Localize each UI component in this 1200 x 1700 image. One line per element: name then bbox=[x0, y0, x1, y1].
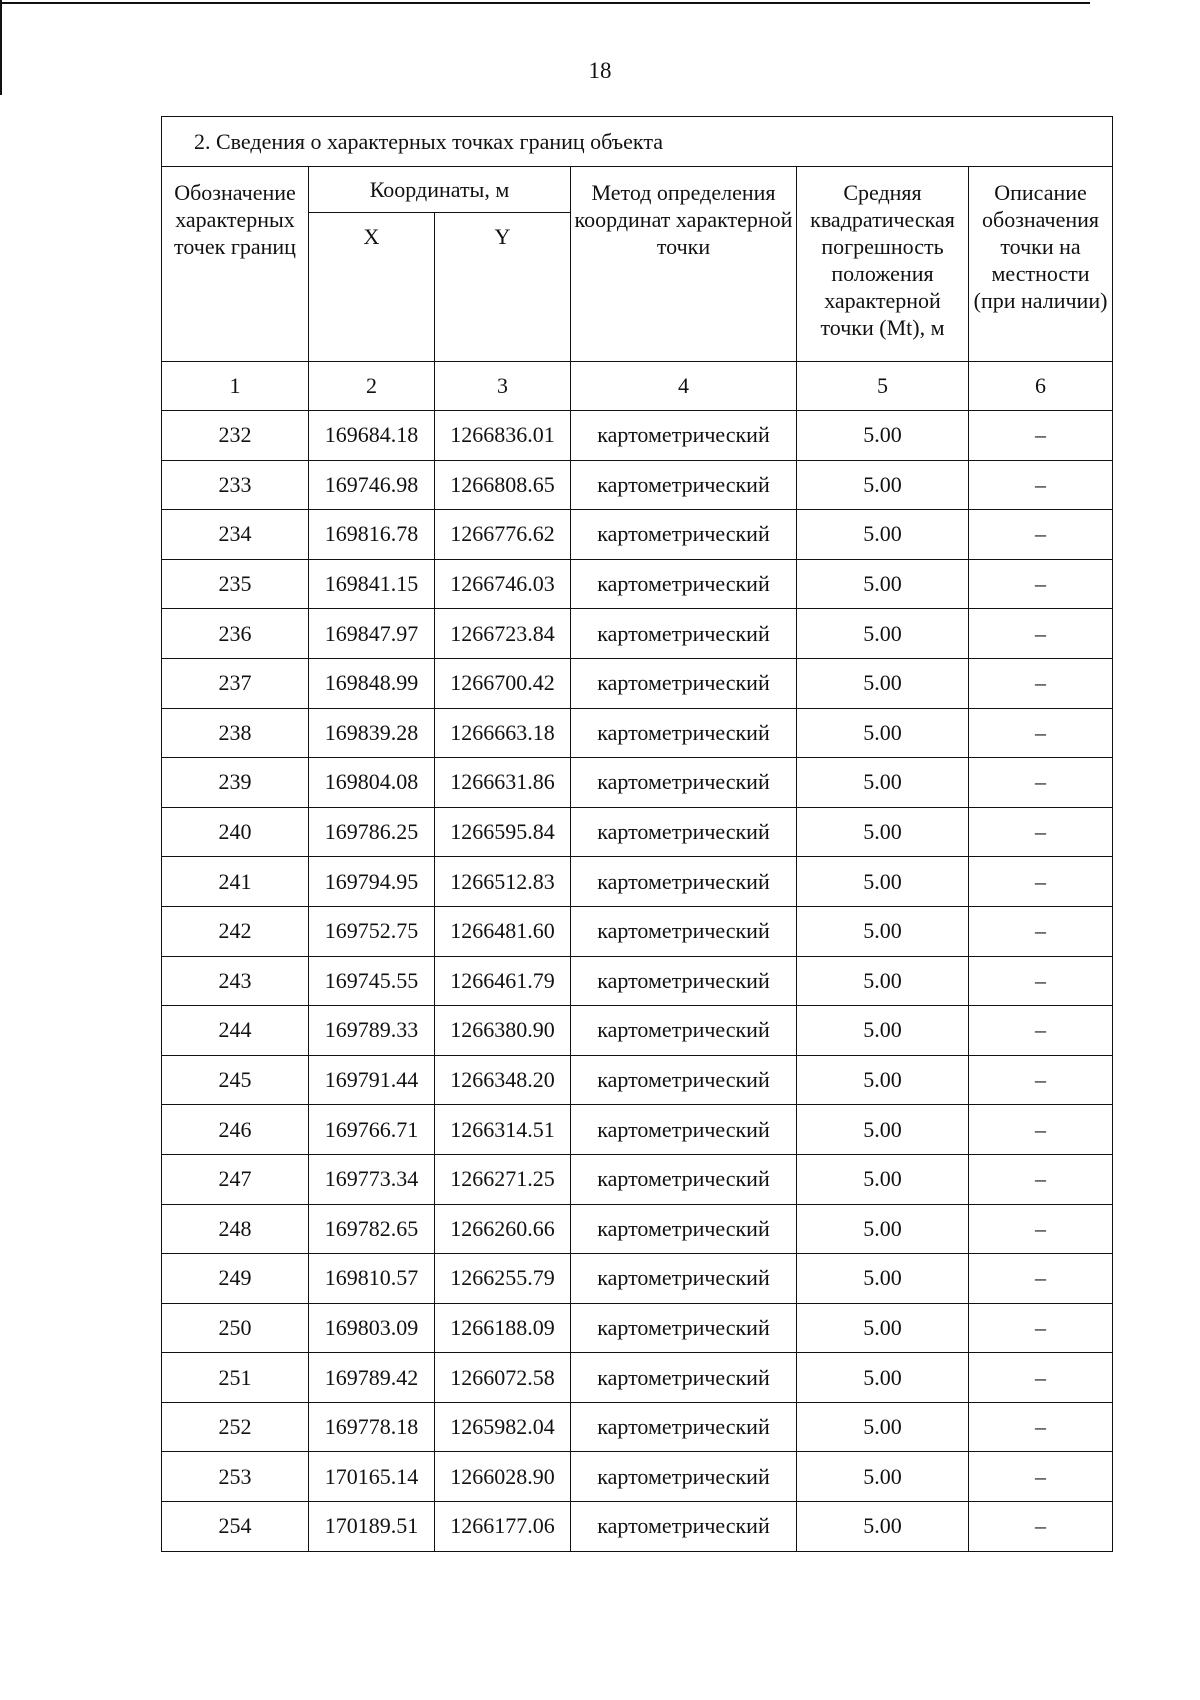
y-coordinate-cell: 1266380.90 bbox=[435, 1006, 571, 1056]
y-coordinate-cell: 1266028.90 bbox=[435, 1452, 571, 1502]
table-row bbox=[162, 1204, 1113, 1254]
description-cell: – bbox=[969, 411, 1113, 461]
point-number-cell: 232 bbox=[162, 411, 309, 461]
top-border-line bbox=[0, 2, 1090, 4]
table-row bbox=[162, 411, 1113, 461]
description-cell: – bbox=[969, 1502, 1113, 1552]
table-row bbox=[162, 1303, 1113, 1353]
x-coordinate-cell: 169773.34 bbox=[309, 1154, 435, 1204]
y-coordinate-cell: 1266177.06 bbox=[435, 1502, 571, 1552]
y-coordinate-cell: 1266348.20 bbox=[435, 1055, 571, 1105]
column-number: 3 bbox=[435, 362, 571, 411]
column-number: 5 bbox=[797, 362, 969, 411]
point-number-cell: 246 bbox=[162, 1105, 309, 1155]
section-title: 2. Сведения о характерных точках границ объекта bbox=[162, 117, 1113, 167]
description-cell: – bbox=[969, 658, 1113, 708]
x-coordinate-cell: 169803.09 bbox=[309, 1303, 435, 1353]
description-cell: – bbox=[969, 1154, 1113, 1204]
table-row bbox=[162, 460, 1113, 510]
y-coordinate-cell: 1266512.83 bbox=[435, 857, 571, 907]
method-cell: картометрический bbox=[571, 559, 797, 609]
description-cell: – bbox=[969, 857, 1113, 907]
error-cell: 5.00 bbox=[797, 708, 969, 758]
method-cell: картометрический bbox=[571, 1055, 797, 1105]
x-coordinate-cell: 169782.65 bbox=[309, 1204, 435, 1254]
boundary-points-table bbox=[161, 116, 1113, 1552]
x-coordinate-cell: 169778.18 bbox=[309, 1402, 435, 1452]
header-designation: Обозначение характерных точек границ bbox=[162, 167, 309, 362]
description-cell: – bbox=[969, 956, 1113, 1006]
table-row bbox=[162, 609, 1113, 659]
y-coordinate-cell: 1266260.66 bbox=[435, 1204, 571, 1254]
table-row bbox=[162, 1006, 1113, 1056]
x-coordinate-cell: 170165.14 bbox=[309, 1452, 435, 1502]
x-coordinate-cell: 169839.28 bbox=[309, 708, 435, 758]
y-coordinate-cell: 1266746.03 bbox=[435, 559, 571, 609]
description-cell: – bbox=[969, 460, 1113, 510]
error-cell: 5.00 bbox=[797, 609, 969, 659]
error-cell: 5.00 bbox=[797, 758, 969, 808]
point-number-cell: 243 bbox=[162, 956, 309, 1006]
y-coordinate-cell: 1266631.86 bbox=[435, 758, 571, 808]
description-cell: – bbox=[969, 906, 1113, 956]
method-cell: картометрический bbox=[571, 906, 797, 956]
y-coordinate-cell: 1266808.65 bbox=[435, 460, 571, 510]
table-row bbox=[162, 956, 1113, 1006]
section-title-row bbox=[162, 117, 1113, 167]
y-coordinate-cell: 1266255.79 bbox=[435, 1254, 571, 1304]
method-cell: картометрический bbox=[571, 857, 797, 907]
error-cell: 5.00 bbox=[797, 956, 969, 1006]
error-cell: 5.00 bbox=[797, 658, 969, 708]
header-row-top bbox=[162, 167, 1113, 213]
table-body bbox=[162, 117, 1113, 1552]
description-cell: – bbox=[969, 609, 1113, 659]
column-numbers-row bbox=[162, 362, 1113, 411]
error-cell: 5.00 bbox=[797, 1105, 969, 1155]
y-coordinate-cell: 1266595.84 bbox=[435, 807, 571, 857]
y-coordinate-cell: 1266776.62 bbox=[435, 510, 571, 560]
description-cell: – bbox=[969, 510, 1113, 560]
table-row bbox=[162, 1353, 1113, 1403]
y-coordinate-cell: 1266836.01 bbox=[435, 411, 571, 461]
point-number-cell: 244 bbox=[162, 1006, 309, 1056]
x-coordinate-cell: 169848.99 bbox=[309, 658, 435, 708]
point-number-cell: 242 bbox=[162, 906, 309, 956]
error-cell: 5.00 bbox=[797, 1254, 969, 1304]
description-cell: – bbox=[969, 1105, 1113, 1155]
error-cell: 5.00 bbox=[797, 1452, 969, 1502]
point-number-cell: 233 bbox=[162, 460, 309, 510]
y-coordinate-cell: 1266481.60 bbox=[435, 906, 571, 956]
y-coordinate-cell: 1266271.25 bbox=[435, 1154, 571, 1204]
point-number-cell: 238 bbox=[162, 708, 309, 758]
point-number-cell: 240 bbox=[162, 807, 309, 857]
table-row bbox=[162, 857, 1113, 907]
point-number-cell: 234 bbox=[162, 510, 309, 560]
method-cell: картометрический bbox=[571, 1353, 797, 1403]
error-cell: 5.00 bbox=[797, 807, 969, 857]
error-cell: 5.00 bbox=[797, 906, 969, 956]
header-x: X bbox=[309, 213, 435, 362]
point-number-cell: 235 bbox=[162, 559, 309, 609]
y-coordinate-cell: 1266663.18 bbox=[435, 708, 571, 758]
x-coordinate-cell: 169684.18 bbox=[309, 411, 435, 461]
description-cell: – bbox=[969, 1452, 1113, 1502]
method-cell: картометрический bbox=[571, 956, 797, 1006]
x-coordinate-cell: 169746.98 bbox=[309, 460, 435, 510]
x-coordinate-cell: 170189.51 bbox=[309, 1502, 435, 1552]
x-coordinate-cell: 169752.75 bbox=[309, 906, 435, 956]
table-row bbox=[162, 906, 1113, 956]
header-description: Описание обозначения точки на местности (при наличии) bbox=[969, 167, 1113, 362]
description-cell: – bbox=[969, 1303, 1113, 1353]
method-cell: картометрический bbox=[571, 1204, 797, 1254]
table-row bbox=[162, 807, 1113, 857]
description-cell: – bbox=[969, 559, 1113, 609]
point-number-cell: 252 bbox=[162, 1402, 309, 1452]
method-cell: картометрический bbox=[571, 1105, 797, 1155]
error-cell: 5.00 bbox=[797, 1006, 969, 1056]
method-cell: картометрический bbox=[571, 609, 797, 659]
method-cell: картометрический bbox=[571, 510, 797, 560]
point-number-cell: 241 bbox=[162, 857, 309, 907]
point-number-cell: 239 bbox=[162, 758, 309, 808]
description-cell: – bbox=[969, 1353, 1113, 1403]
method-cell: картометрический bbox=[571, 1154, 797, 1204]
description-cell: – bbox=[969, 1254, 1113, 1304]
description-cell: – bbox=[969, 1402, 1113, 1452]
error-cell: 5.00 bbox=[797, 1154, 969, 1204]
method-cell: картометрический bbox=[571, 460, 797, 510]
description-cell: – bbox=[969, 807, 1113, 857]
point-number-cell: 245 bbox=[162, 1055, 309, 1105]
point-number-cell: 236 bbox=[162, 609, 309, 659]
header-error: Средняя квадратическая погрешность положения характерной точки (Mt), м bbox=[797, 167, 969, 362]
x-coordinate-cell: 169789.42 bbox=[309, 1353, 435, 1403]
y-coordinate-cell: 1266723.84 bbox=[435, 609, 571, 659]
description-cell: – bbox=[969, 708, 1113, 758]
method-cell: картометрический bbox=[571, 1006, 797, 1056]
x-coordinate-cell: 169786.25 bbox=[309, 807, 435, 857]
table-row bbox=[162, 708, 1113, 758]
table-row bbox=[162, 1254, 1113, 1304]
method-cell: картометрический bbox=[571, 1502, 797, 1552]
x-coordinate-cell: 169789.33 bbox=[309, 1006, 435, 1056]
point-number-cell: 247 bbox=[162, 1154, 309, 1204]
x-coordinate-cell: 169766.71 bbox=[309, 1105, 435, 1155]
description-cell: – bbox=[969, 758, 1113, 808]
error-cell: 5.00 bbox=[797, 1204, 969, 1254]
method-cell: картометрический bbox=[571, 708, 797, 758]
x-coordinate-cell: 169745.55 bbox=[309, 956, 435, 1006]
column-number: 2 bbox=[309, 362, 435, 411]
page-number: 18 bbox=[588, 58, 612, 83]
error-cell: 5.00 bbox=[797, 1402, 969, 1452]
method-cell: картометрический bbox=[571, 1452, 797, 1502]
table-row bbox=[162, 1502, 1113, 1552]
method-cell: картометрический bbox=[571, 758, 797, 808]
error-cell: 5.00 bbox=[797, 1502, 969, 1552]
x-coordinate-cell: 169794.95 bbox=[309, 857, 435, 907]
x-coordinate-cell: 169791.44 bbox=[309, 1055, 435, 1105]
point-number-cell: 254 bbox=[162, 1502, 309, 1552]
method-cell: картометрический bbox=[571, 1402, 797, 1452]
header-method: Метод определения координат характерной точки bbox=[571, 167, 797, 362]
table-row bbox=[162, 559, 1113, 609]
description-cell: – bbox=[969, 1204, 1113, 1254]
description-cell: – bbox=[969, 1006, 1113, 1056]
column-number: 6 bbox=[969, 362, 1113, 411]
y-coordinate-cell: 1266461.79 bbox=[435, 956, 571, 1006]
error-cell: 5.00 bbox=[797, 857, 969, 907]
error-cell: 5.00 bbox=[797, 411, 969, 461]
header-y: Y bbox=[435, 213, 571, 362]
x-coordinate-cell: 169804.08 bbox=[309, 758, 435, 808]
point-number-cell: 250 bbox=[162, 1303, 309, 1353]
method-cell: картометрический bbox=[571, 658, 797, 708]
table-row bbox=[162, 1452, 1113, 1502]
x-coordinate-cell: 169841.15 bbox=[309, 559, 435, 609]
table-row bbox=[162, 510, 1113, 560]
error-cell: 5.00 bbox=[797, 1353, 969, 1403]
table-row bbox=[162, 1154, 1113, 1204]
point-number-cell: 237 bbox=[162, 658, 309, 708]
column-number: 1 bbox=[162, 362, 309, 411]
table-row bbox=[162, 1055, 1113, 1105]
table-row bbox=[162, 1105, 1113, 1155]
error-cell: 5.00 bbox=[797, 510, 969, 560]
method-cell: картометрический bbox=[571, 1254, 797, 1304]
error-cell: 5.00 bbox=[797, 559, 969, 609]
table-row bbox=[162, 658, 1113, 708]
header-coordinates: Координаты, м bbox=[309, 167, 571, 213]
point-number-cell: 253 bbox=[162, 1452, 309, 1502]
x-coordinate-cell: 169816.78 bbox=[309, 510, 435, 560]
table-row bbox=[162, 1402, 1113, 1452]
error-cell: 5.00 bbox=[797, 460, 969, 510]
y-coordinate-cell: 1266072.58 bbox=[435, 1353, 571, 1403]
point-number-cell: 248 bbox=[162, 1204, 309, 1254]
method-cell: картометрический bbox=[571, 1303, 797, 1353]
method-cell: картометрический bbox=[571, 411, 797, 461]
description-cell: – bbox=[969, 1055, 1113, 1105]
y-coordinate-cell: 1266314.51 bbox=[435, 1105, 571, 1155]
y-coordinate-cell: 1266700.42 bbox=[435, 658, 571, 708]
x-coordinate-cell: 169847.97 bbox=[309, 609, 435, 659]
y-coordinate-cell: 1265982.04 bbox=[435, 1402, 571, 1452]
point-number-cell: 249 bbox=[162, 1254, 309, 1304]
table-row bbox=[162, 758, 1113, 808]
column-number: 4 bbox=[571, 362, 797, 411]
error-cell: 5.00 bbox=[797, 1303, 969, 1353]
error-cell: 5.00 bbox=[797, 1055, 969, 1105]
method-cell: картометрический bbox=[571, 807, 797, 857]
x-coordinate-cell: 169810.57 bbox=[309, 1254, 435, 1304]
y-coordinate-cell: 1266188.09 bbox=[435, 1303, 571, 1353]
point-number-cell: 251 bbox=[162, 1353, 309, 1403]
